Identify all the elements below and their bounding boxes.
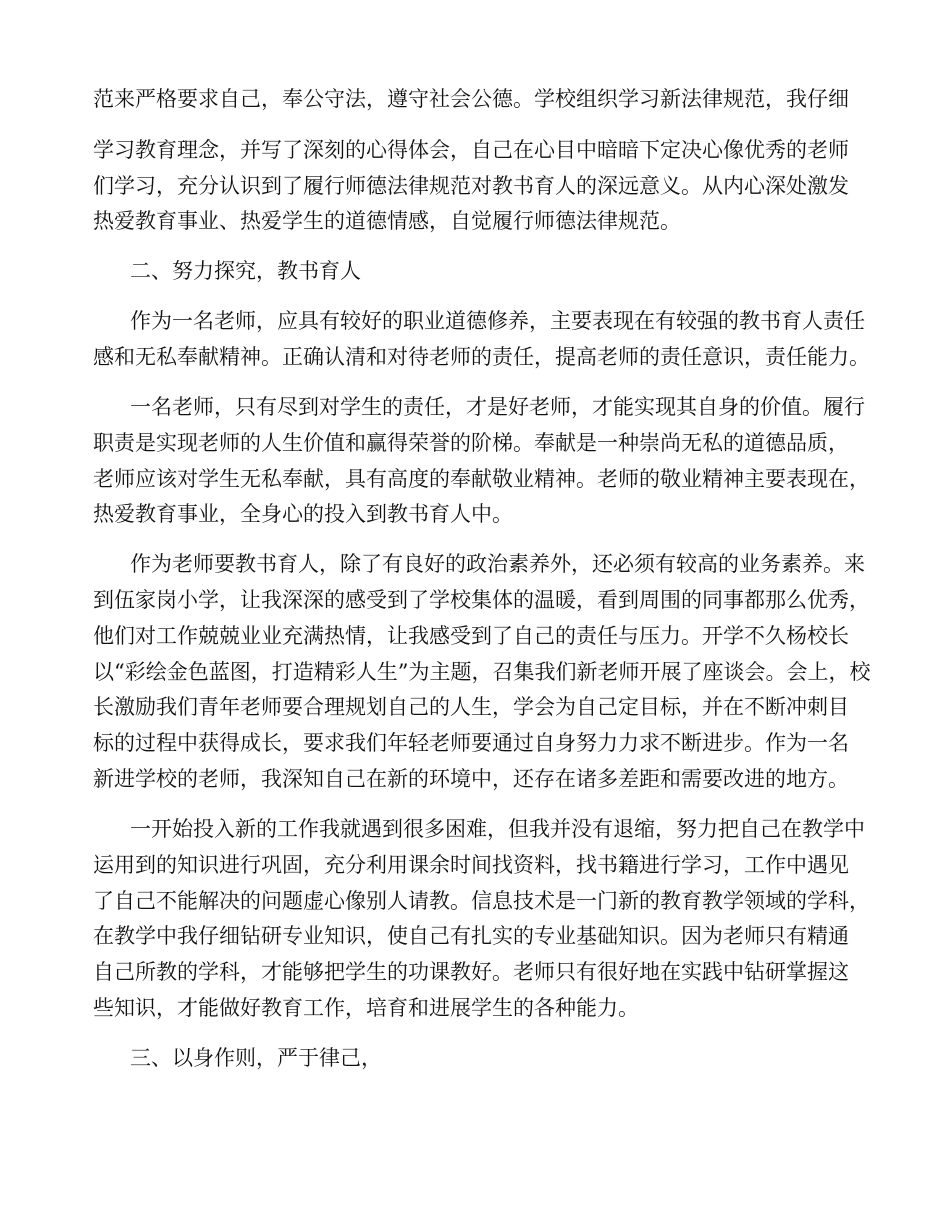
paragraph-line: 自己所教的学科，才能够把学生的功课教好。老师只有很好地在实践中钻研掌握这 xyxy=(93,960,849,984)
paragraph-line: 作为老师要教书育人，除了有良好的政治素养外，还必须有较高的业务素养。来 xyxy=(130,552,865,576)
paragraph-line: 他们对工作兢兢业业充满热情，让我感受到了自己的责任与压力。开学不久杨校长 xyxy=(93,624,849,648)
paragraph-line: 标的过程中获得成长，要求我们年轻老师要通过自身努力力求不断进步。作为一名 xyxy=(93,731,849,755)
paragraph-line: 热爱教育事业、热爱学生的道德情感，自觉履行师德法律规范。 xyxy=(93,209,681,233)
paragraph-line: 老师应该对学生无私奉献，具有高度的奉献敬业精神。老师的敬业精神主要表现在， xyxy=(93,467,870,491)
section-heading: 二、努力探究，教书育人 xyxy=(130,259,361,283)
paragraph-line: 些知识，才能做好教育工作，培育和进展学生的各种能力。 xyxy=(93,996,639,1020)
paragraph-line: 热爱教育事业，全身心的投入到教书育人中。 xyxy=(93,502,513,526)
paragraph-line: 学习教育理念，并写了深刻的心得体会，自己在心目中暗暗下定决心像优秀的老师 xyxy=(93,138,849,162)
paragraph-line: 一名老师，只有尽到对学生的责任，才是好老师，才能实现其自身的价值。履行 xyxy=(130,395,865,419)
paragraph-line: 了自己不能解决的问题虚心像别人请教。信息技术是一门新的教育教学领域的学科， xyxy=(93,889,870,913)
paragraph-line: 以“彩绘金色蓝图，打造精彩人生”为主题，召集我们新老师开展了座谈会。会上，校 xyxy=(93,660,871,684)
paragraph-line: 新进学校的老师，我深知自己在新的环境中，还存在诸多差距和需要改进的地方。 xyxy=(93,767,849,791)
paragraph-line: 感和无私奉献精神。正确认清和对待老师的责任，提高老师的责任意识，责任能力。 xyxy=(93,345,870,369)
paragraph-line: 们学习，充分认识到了履行师德法律规范对教书育人的深远意义。从内心深处激发 xyxy=(93,174,849,198)
paragraph-line: 长激励我们青年老师要合理规划自己的人生，学会为自己定目标，并在不断冲刺目 xyxy=(93,695,849,719)
section-heading: 三、以身作则，严于律己， xyxy=(130,1046,382,1070)
paragraph-line: 在教学中我仔细钻研专业知识，使自己有扎实的专业基础知识。因为老师只有精通 xyxy=(93,924,849,948)
paragraph-line: 一开始投入新的工作我就遇到很多困难，但我并没有退缩，努力把自己在教学中 xyxy=(130,817,865,841)
paragraph-line: 运用到的知识进行巩固，充分利用课余时间找资料，找书籍进行学习，工作中遇见 xyxy=(93,853,849,877)
paragraph-line: 范来严格要求自己，奉公守法，遵守社会公德。学校组织学习新法律规范，我仔细 xyxy=(93,87,849,111)
paragraph-line: 作为一名老师，应具有较好的职业道德修养，主要表现在有较强的教书育人责任 xyxy=(130,309,865,333)
paragraph-line: 到伍家岗小学，让我深深的感受到了学校集体的温暖，看到周围的同事都那么优秀， xyxy=(93,588,870,612)
paragraph-line: 职责是实现老师的人生价值和赢得荣誉的阶梯。奉献是一种崇尚无私的道德品质， xyxy=(93,431,849,455)
